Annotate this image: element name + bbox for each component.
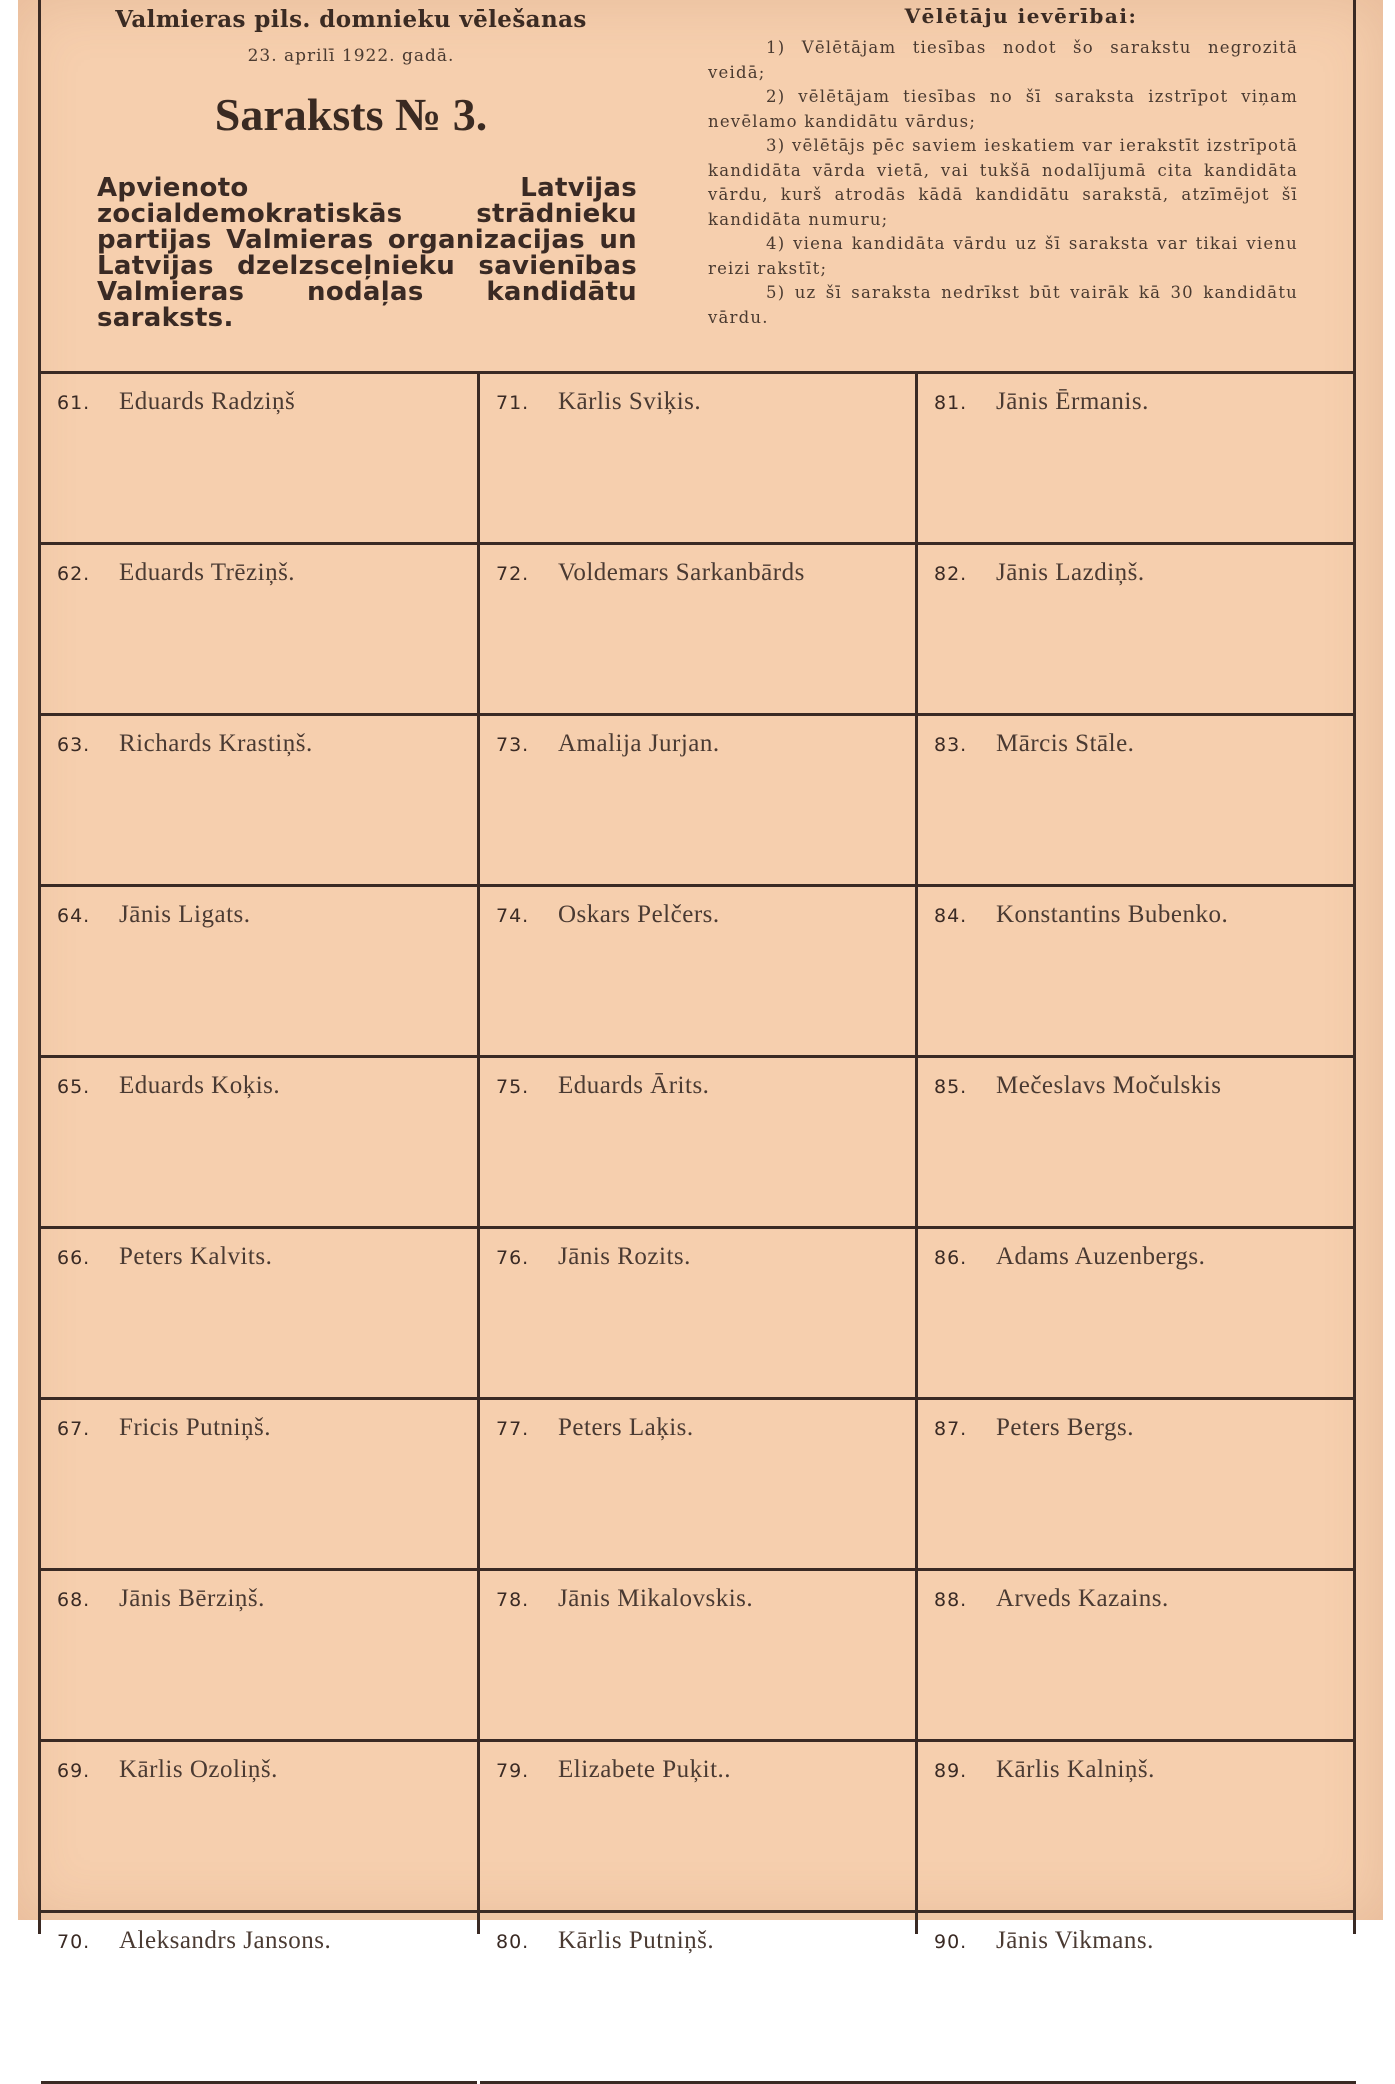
- candidate-cell[interactable]: [41, 545, 477, 716]
- candidate-number: 90.: [934, 1931, 968, 1953]
- candidate-number: 87.: [934, 1418, 968, 1440]
- candidate-name: Eduards Radziņš: [119, 388, 296, 415]
- ballot-header: [41, 0, 1353, 372]
- candidate-name: Fricis Putniņš.: [119, 1414, 271, 1441]
- candidate-cell[interactable]: [918, 1742, 1356, 1913]
- candidate-cell[interactable]: [480, 1571, 918, 1742]
- election-title: Valmieras pils. domnieku vēlešanas: [115, 6, 587, 33]
- candidate-name: Konstantins Bubenko.: [996, 901, 1229, 928]
- candidate-number: 63.: [57, 734, 91, 756]
- candidate-name: Mārcis Stāle.: [996, 730, 1135, 757]
- candidate-number: 78.: [496, 1589, 530, 1611]
- candidate-cell[interactable]: [41, 374, 477, 545]
- candidate-name: Kārlis Putniņš.: [558, 1927, 715, 1954]
- candidate-number: 68.: [57, 1589, 91, 1611]
- candidate-cell[interactable]: [480, 887, 918, 1058]
- candidate-name: Arveds Kazains.: [996, 1585, 1169, 1612]
- voter-note: 2) vēlētājam tiesības no šī saraksta izstrīpot viņam nevēlamo kandidātu vārdus;: [708, 87, 1298, 131]
- candidate-name: Peters Laķis.: [558, 1414, 694, 1441]
- candidate-column: [477, 374, 918, 1954]
- candidate-name: Elizabete Puķit..: [558, 1756, 732, 1783]
- candidate-name: Eduards Ārits.: [558, 1072, 710, 1099]
- candidate-number: 89.: [934, 1760, 968, 1782]
- candidate-name: Amalija Jurjan.: [558, 730, 720, 757]
- candidate-name: Peters Kalvits.: [119, 1243, 273, 1270]
- candidate-cell[interactable]: [480, 1913, 918, 2084]
- candidate-cell[interactable]: [41, 716, 477, 887]
- candidate-name: Eduards Koķis.: [119, 1072, 281, 1099]
- candidate-number: 81.: [934, 392, 968, 414]
- candidate-name: Adams Auzenbergs.: [996, 1243, 1206, 1270]
- candidate-number: 83.: [934, 734, 968, 756]
- party-name: Apvienoto Latvijas zocialdemokratiskās strādnieku partijas Valmieras organizacijas un Latvijas dzelzsceļnieku savienības Valmieras nodaļas kandidātu saraksts.: [97, 173, 637, 333]
- candidate-number: 73.: [496, 734, 530, 756]
- candidate-number: 71.: [496, 392, 530, 414]
- candidate-name: Eduards Trēziņš.: [119, 559, 296, 586]
- candidate-number: 66.: [57, 1247, 91, 1269]
- candidate-number: 84.: [934, 905, 968, 927]
- candidate-name: Jānis Ligats.: [119, 901, 251, 928]
- candidate-number: 77.: [496, 1418, 530, 1440]
- candidate-number: 67.: [57, 1418, 91, 1440]
- candidate-name: Jānis Vikmans.: [996, 1927, 1154, 1954]
- candidate-cell[interactable]: [480, 374, 918, 545]
- list-heading: [41, 0, 641, 372]
- voter-notes-body: [708, 36, 1298, 330]
- voter-notes: [701, 0, 1341, 372]
- candidate-number: 80.: [496, 1931, 530, 1953]
- candidate-name: Aleksandrs Jansons.: [119, 1927, 332, 1954]
- candidate-cell[interactable]: [918, 1229, 1356, 1400]
- list-number: Saraksts № 3.: [214, 89, 488, 140]
- candidate-cell[interactable]: [41, 1571, 477, 1742]
- candidate-number: 69.: [57, 1760, 91, 1782]
- candidate-number: 79.: [496, 1760, 530, 1782]
- voter-note: 5) uz šī saraksta nedrīkst būt vairāk kā 30 kandidātu vārdu.: [708, 283, 1298, 327]
- candidate-cell[interactable]: [918, 1058, 1356, 1229]
- candidate-name: Jānis Lazdiņš.: [996, 559, 1145, 586]
- candidate-cell[interactable]: [41, 887, 477, 1058]
- candidate-name: Jānis Bērziņš.: [119, 1585, 265, 1612]
- election-date: 23. aprilī 1922. gadā.: [247, 46, 455, 66]
- candidate-cell[interactable]: [480, 1229, 918, 1400]
- candidate-cell[interactable]: [41, 1400, 477, 1571]
- candidate-number: 70.: [57, 1931, 91, 1953]
- candidate-number: 62.: [57, 563, 91, 585]
- candidate-cell[interactable]: [480, 716, 918, 887]
- candidate-cell[interactable]: [41, 1913, 477, 2084]
- candidate-grid: [41, 371, 1353, 1954]
- candidate-number: 76.: [496, 1247, 530, 1269]
- candidate-number: 65.: [57, 1076, 91, 1098]
- candidate-name: Mečeslavs Močulskis: [996, 1072, 1222, 1099]
- candidate-number: 85.: [934, 1076, 968, 1098]
- candidate-cell[interactable]: [918, 545, 1356, 716]
- candidate-number: 74.: [496, 905, 530, 927]
- candidate-name: Peters Bergs.: [996, 1414, 1134, 1441]
- candidate-name: Kārlis Ozoliņš.: [119, 1756, 278, 1783]
- voter-notes-title: Vēlētāju ievērībai:: [904, 4, 1138, 28]
- candidate-cell[interactable]: [480, 1742, 918, 1913]
- candidate-cell[interactable]: [918, 374, 1356, 545]
- candidate-column: [41, 374, 477, 1954]
- candidate-number: 88.: [934, 1589, 968, 1611]
- candidate-number: 75.: [496, 1076, 530, 1098]
- candidate-cell[interactable]: [918, 887, 1356, 1058]
- voter-note: 3) vēlētājs pēc saviem ieskatiem var ierakstīt izstrīpotā kandidāta vārda vietā, vai tukšā nodalījumā cita kandidāta vārdu, kurš atrodās kādā kandidātu sarakstā, atzīmējot šī kandidāta numuru;: [708, 136, 1298, 229]
- candidate-name: Kārlis Kalniņš.: [996, 1756, 1155, 1783]
- candidate-cell[interactable]: [918, 1913, 1356, 2084]
- candidate-number: 86.: [934, 1247, 968, 1269]
- candidate-cell[interactable]: [41, 1229, 477, 1400]
- voter-note: 1) Vēlētājam tiesības nodot šo sarakstu negrozitā veidā;: [708, 38, 1298, 82]
- candidate-name: Jānis Ērmanis.: [996, 388, 1149, 415]
- candidate-name: Jānis Rozits.: [558, 1243, 691, 1270]
- candidate-cell[interactable]: [480, 1400, 918, 1571]
- candidate-cell[interactable]: [918, 716, 1356, 887]
- candidate-cell[interactable]: [480, 1058, 918, 1229]
- candidate-number: 61.: [57, 392, 91, 414]
- candidate-column: [915, 374, 1356, 1954]
- candidate-cell[interactable]: [918, 1571, 1356, 1742]
- candidate-cell[interactable]: [480, 545, 918, 716]
- candidate-cell[interactable]: [41, 1058, 477, 1229]
- candidate-name: Jānis Mikalovskis.: [558, 1585, 754, 1612]
- candidate-cell[interactable]: [41, 1742, 477, 1913]
- candidate-name: Kārlis Sviķis.: [558, 388, 702, 415]
- candidate-name: Oskars Pelčers.: [558, 901, 720, 928]
- candidate-number: 72.: [496, 563, 530, 585]
- candidate-name: Richards Krastiņš.: [119, 730, 313, 757]
- candidate-number: 82.: [934, 563, 968, 585]
- candidate-name: Voldemars Sarkanbārds: [558, 559, 805, 586]
- voter-note: 4) viena kandidāta vārdu uz šī saraksta var tikai vienu reizi rakstīt;: [708, 234, 1298, 278]
- candidate-cell[interactable]: [918, 1400, 1356, 1571]
- candidate-number: 64.: [57, 905, 91, 927]
